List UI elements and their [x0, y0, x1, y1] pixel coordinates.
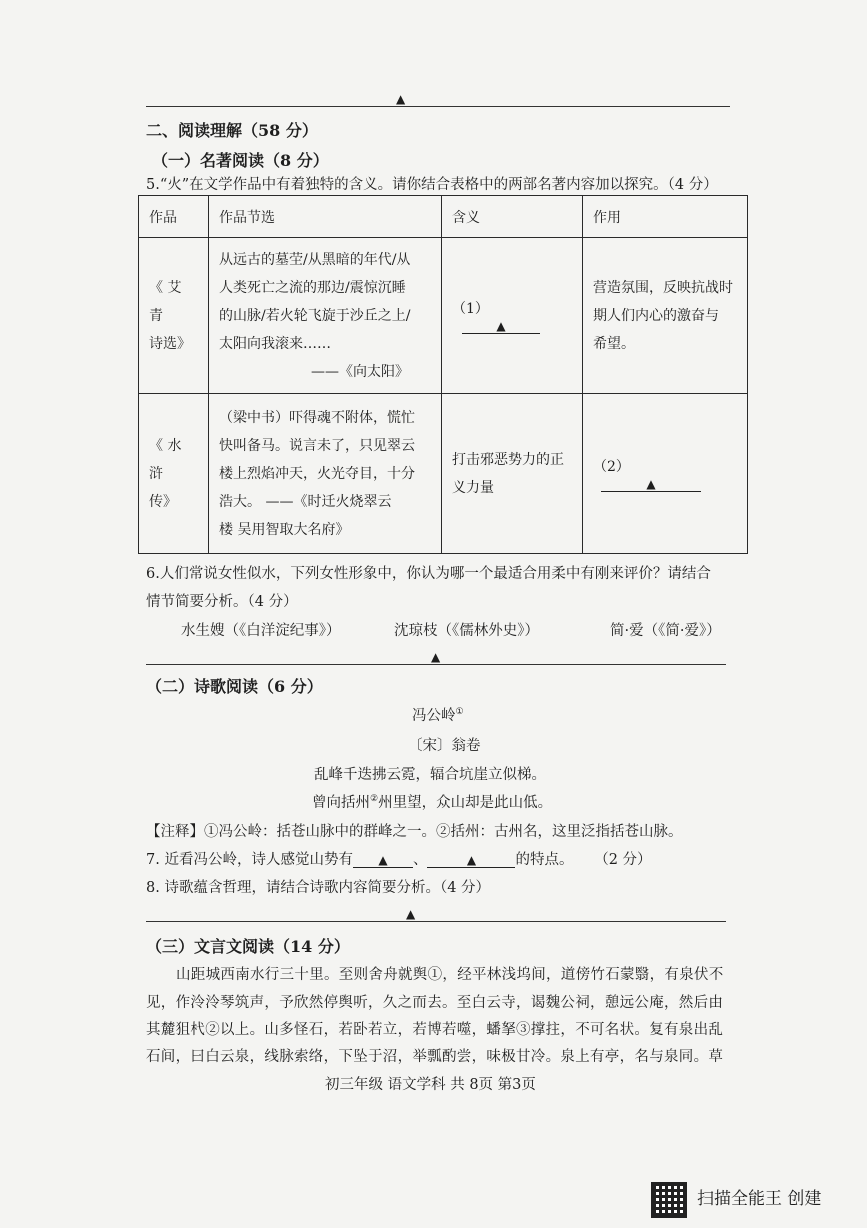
table-header-row [139, 196, 748, 238]
divider [146, 921, 726, 922]
table-row [139, 394, 748, 554]
effect-line: 营造氛围，反映抗战时 [593, 279, 733, 296]
excerpt-cell [209, 238, 442, 394]
meaning-line: 义力量 [452, 479, 494, 496]
question-5: 5.“火”在文学作品中有着独特的含义。请你结合表格中的两部名著内容加以探究。（4 分） [146, 177, 718, 193]
part1-heading: （一）名著阅读（8 分） [152, 151, 329, 170]
question-6-line: 6.人们常说女性似水，下列女性形象中，你认为哪一个最适合用柔中有刚来评价？请结合 [146, 566, 711, 582]
table-row [139, 238, 748, 394]
footnote-mark: ① [455, 707, 464, 718]
excerpt-source: ——《向太阳》 [311, 363, 409, 380]
header-cell: 作品节选 [209, 196, 442, 238]
divider [146, 664, 726, 665]
excerpt-line: 太阳向我滚来…… [219, 335, 331, 352]
question-text: 7. 近看冯公岭，诗人感觉山势有 [146, 852, 353, 868]
excerpt-line: 的山脉/若火轮飞旋于沙丘之上/ [219, 307, 411, 324]
classical-text-line: 其麓狙杙②以上。山多怪石，若卧若立，若博若噬，蟠拏③撑拄，不可名状。复有泉出乱 [146, 1022, 724, 1038]
footnote-mark: ② [370, 794, 379, 805]
page-footer: 初三年级 语文学科 共 8页 第3页 [325, 1077, 536, 1093]
section-heading: 二、阅读理解（58 分） [146, 121, 318, 140]
answer-marker: ▲ [406, 907, 416, 921]
excerpt-line: （梁中书）吓得魂不附体，慌忙 [219, 409, 415, 426]
header-cell: 作用 [583, 196, 748, 238]
excerpt-cell [209, 394, 442, 554]
effect-line: 希望。 [593, 335, 635, 352]
question-7 [146, 848, 652, 869]
works-table [138, 195, 748, 554]
part2-heading: （二）诗歌阅读（6 分） [146, 677, 323, 696]
excerpt-line: 楼 吴用智取大名府》 [219, 521, 350, 538]
work-title-line: 《 艾 青 [149, 279, 182, 324]
part3-heading: （三）文言文阅读（14 分） [146, 937, 350, 956]
qr-code-icon [651, 1182, 687, 1218]
option-item: 沈琼枝（《儒林外史》） [394, 623, 539, 639]
work-cell [139, 394, 209, 554]
question-text: 的特点。 [515, 852, 574, 868]
poem-title-text: 冯公岭 [412, 708, 456, 724]
excerpt-line: 楼上烈焰冲天，火光夺目，十分 [219, 465, 415, 482]
answer-blank[interactable]: ▲ [462, 319, 540, 334]
option-item: 简·爱（《简·爱》） [610, 623, 721, 639]
answer-blank[interactable]: ▲ [353, 853, 413, 868]
effect-line: 期人们内心的激奋与 [593, 307, 719, 324]
score-text: （2 分） [601, 852, 652, 868]
answer-marker: ▲ [396, 92, 406, 106]
question-text: 、 [412, 852, 428, 868]
meaning-line: 打击邪恶势力的正 [452, 451, 564, 468]
classical-text-line: 石间，曰白云泉，线脉索络，下坠于沼，举瓢酌尝，味极甘冷。泉上有亭，名与泉同。草 [146, 1049, 724, 1065]
header-cell: 含义 [442, 196, 583, 238]
effect-cell [583, 394, 748, 554]
meaning-cell [442, 238, 583, 394]
blank-label: （1） [452, 300, 489, 317]
divider [146, 106, 730, 107]
question-8: 8. 诗歌蕴含哲理，请结合诗歌内容简要分析。（4 分） [146, 880, 491, 896]
answer-marker: ▲ [431, 650, 441, 664]
poem-line [312, 791, 552, 812]
scanner-watermark: 扫描全能王 创建 [697, 1189, 822, 1209]
work-title-line: 传》 [149, 493, 177, 510]
blank-label: （2） [593, 458, 630, 475]
poem-note: 【注释】①冯公岭：括苍山脉中的群峰之一。②括州：古州名，这里泛指括苍山脉。 [146, 824, 683, 840]
work-cell [139, 238, 209, 394]
classical-text-line: 山距城西南水行三十里。至则舍舟就舆①，经平林浅坞间，道傍竹石蒙翳，有泉伏不 [176, 967, 724, 983]
answer-blank[interactable]: ▲ [427, 853, 515, 868]
poem-author: 〔宋〕翁卷 [408, 738, 481, 754]
work-title-line: 《 水 浒 [149, 437, 182, 482]
excerpt-line: 浩大。 ——《时迁火烧翠云 [219, 493, 392, 510]
poem-line: 乱峰千迭拂云霓，辐合坑崖立似梯。 [314, 767, 546, 783]
meaning-cell [442, 394, 583, 554]
option-item: 水生嫂（《白洋淀纪事》） [181, 623, 341, 639]
classical-text-line: 见，作泠泠琴筑声，予欣然停舆听，久之而去。至白云寺，谒魏公祠，憩远公庵，然后由 [146, 995, 724, 1011]
excerpt-line: 快叫备马。说言未了，只见翠云 [219, 437, 415, 454]
excerpt-line: 从远古的墓茔/从黑暗的年代/从 [219, 251, 411, 268]
header-cell: 作品 [139, 196, 209, 238]
poem-line-text: 州里望，众山却是此山低。 [378, 795, 553, 811]
excerpt-line: 人类死亡之流的那边/震惊沉睡 [219, 279, 406, 296]
effect-cell [583, 238, 748, 394]
poem-title [412, 704, 464, 725]
answer-blank[interactable]: ▲ [601, 477, 701, 492]
poem-line-text: 曾向括州 [312, 795, 370, 811]
question-6-line: 情节简要分析。（4 分） [146, 594, 298, 610]
work-title-line: 诗选》 [149, 335, 191, 352]
